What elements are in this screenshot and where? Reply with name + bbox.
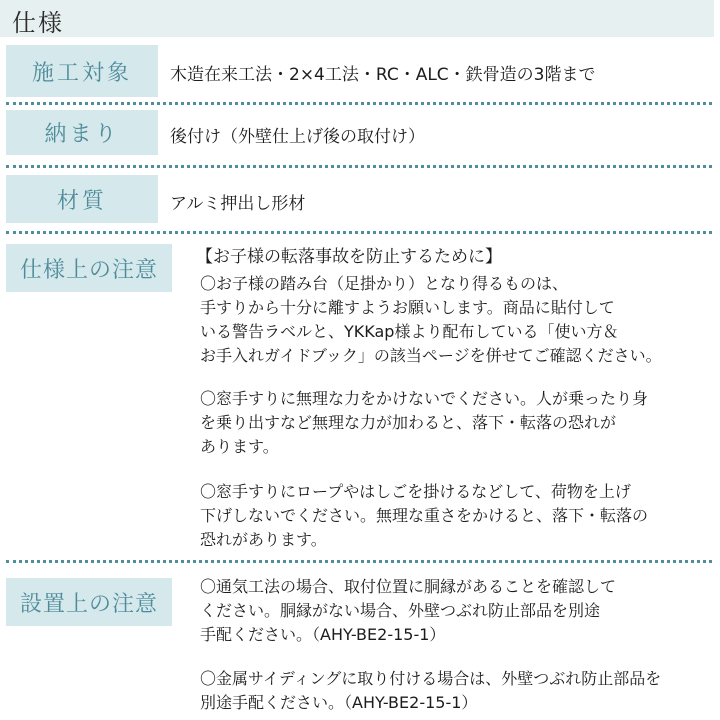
text-line: 〇通気工法の場合、取付位置に胴縁があることを確認して [200, 577, 617, 596]
spec-note-paragraph [200, 272, 662, 368]
text-line: 別途手配ください。（AHY-BE2-15-1） [200, 693, 478, 712]
divider [6, 231, 712, 234]
spec-notes-heading: 【お子様の転落事故を防止するために】 [196, 247, 502, 267]
value-material: アルミ押出し形材 [170, 194, 306, 214]
text-line: 下げしないでください。無理な重さをかけると、落下・転落の [200, 506, 649, 525]
text-line: 〇窓手すりにロープやはしごを掛けるなどして、荷物を上げ [200, 482, 631, 501]
label-construction-target: 施工対象 [6, 45, 158, 97]
text-line: いる警告ラベルと、YKKap様より配布している「使い方＆ [200, 322, 619, 341]
value-fitting: 後付け（外壁仕上げ後の取付け） [170, 127, 425, 147]
spec-note-paragraph [200, 480, 648, 552]
divider [6, 560, 712, 563]
text-line: 〇窓手すりに無理な力をかけないでください。人が乗ったり身 [200, 389, 649, 408]
text-line: 〇お子様の踏み台（足掛かり）となり得るものは、 [200, 274, 569, 293]
label-fitting: 納まり [6, 110, 158, 155]
divider [6, 102, 712, 105]
label-install-notes: 設置上の注意 [6, 578, 172, 626]
text-line: お手入れガイドブック」の該当ページを併せてご確認ください。 [200, 346, 662, 365]
spec-note-paragraph [200, 387, 648, 459]
install-note-paragraph [200, 667, 661, 715]
label-spec-notes: 仕様上の注意 [6, 244, 172, 292]
text-line: 手配ください。（AHY-BE2-15-1） [200, 625, 446, 644]
value-construction-target: 木造在来工法・2×4工法・RC・ALC・鉄骨造の3階まで [170, 65, 596, 85]
text-line: 恐れがあります。 [200, 530, 327, 549]
divider [6, 165, 712, 168]
label-material: 材質 [6, 175, 158, 223]
section-title: 仕様 [12, 9, 64, 37]
text-line: 〇金属サイディングに取り付ける場合は、外壁つぶれ防止部品を [200, 669, 662, 688]
text-line: を乗り出すなど無理な力が加わると、落下・転落の恐れが [200, 413, 617, 432]
text-line: ください。胴縁がない場合、外壁つぶれ防止部品を別途 [200, 601, 601, 620]
section-title-bar [0, 0, 714, 37]
text-line: 手すりから十分に離すようお願いします。商品に貼付して [200, 298, 615, 317]
text-line: あります。 [200, 437, 279, 456]
install-note-paragraph [200, 575, 616, 647]
